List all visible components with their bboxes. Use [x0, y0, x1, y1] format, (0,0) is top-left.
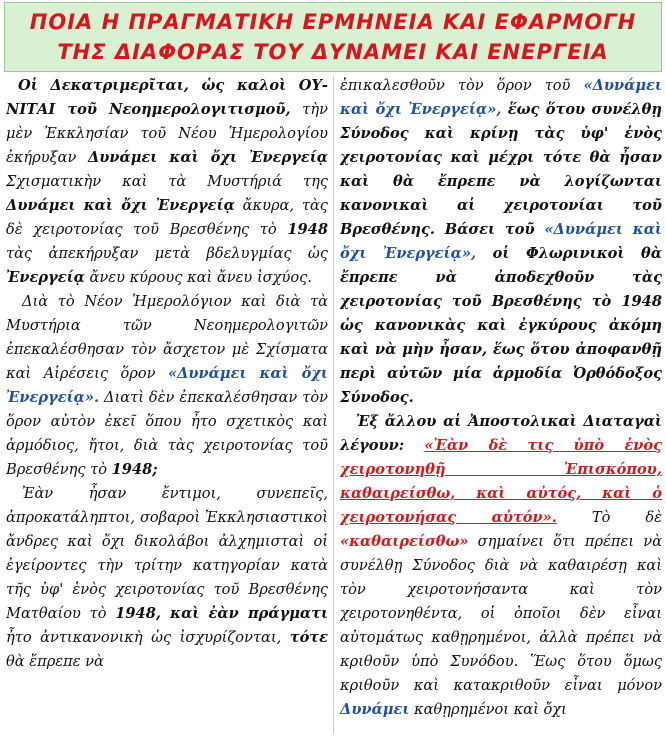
text-run: ἄκυρα, τὰς δὲ χειροτονίας τοῦ Βρεσθένης τὸ	[6, 197, 328, 238]
emphasis-run: ἕως ὅτου συνέλθῃ Σύνοδος καὶ κρίνῃ τὰς ὑφ' ἑνὸς χειροτονίας καὶ μέχρι τότε θὰ ἦσαν καὶ θὰ ἔπρεπε νὰ λογίζωνται κανονικαὶ αἱ χειροτονίαι τοῦ Βρεσθένης. Βάσει τοῦ	[340, 101, 662, 238]
emphasis-run: Ἐνεργείᾳ	[6, 269, 85, 286]
blue-quote: «Δυνάμει καὶ ὄχι Ἐνεργείᾳ»,	[340, 221, 662, 262]
column-divider	[333, 76, 334, 734]
title-line-1: ΠΟΙΑ Η ΠΡΑΓΜΑΤΙΚΗ ΕΡΜΗΝΕΙΑ ΚΑΙ ΕΦΑΡΜΟΓΗ	[29, 10, 637, 34]
text-run: ἦτο ἀντικανονικὴ ὡς ἰσχυρίζονται,	[6, 629, 290, 646]
text-run: Οἱ Δεκατριμερῖται, ὡς καλοὶ ΟΥ-ΝΙΤΑΙ τοῦ Νεοημερολογιτισμοῦ,	[6, 77, 328, 118]
emphasis-run: Δυνάμει καὶ ὄχι Ἐνεργείᾳ	[87, 149, 328, 166]
text-run: καθῃρημένοι καὶ ὄχι	[409, 701, 567, 718]
blue-quote: «Δυνάμει καὶ ὄχι Ἐνεργείᾳ».	[6, 365, 328, 406]
emphasis-run: Δυνάμει καὶ ὄχι Ἐνεργείᾳ	[6, 197, 235, 214]
emphasis-run: 1948	[287, 221, 328, 238]
text-run: ἐπικαλεσθοῦν τὸν ὅρον τοῦ	[340, 77, 584, 94]
title-line-2: ΤΗΣ ΔΙΑΦΟΡΑΣ ΤΟΥ ΔΥΝΑΜΕΙ ΚΑΙ ΕΝΕΡΓΕΙΑ	[57, 40, 609, 64]
left-paragraph-2	[6, 290, 328, 482]
left-column	[6, 74, 328, 734]
emphasis-run: τότε	[289, 629, 328, 646]
text-run: τὰς ἀπεκήρυξαν μετὰ βδελυγμίας ὡς	[6, 245, 328, 262]
text-run: Ἐὰν ἦσαν ἔντιμοι, συνεπεῖς, ἀπροκατάληπτοι, σοβαροὶ Ἐκκλησιαστικοὶ ἄνδρες καὶ ὄχι δικολάβοι ἀλχημισταὶ οἱ ἐγείροντες τὴν τρίτην κατηγορίαν κατὰ τῆς ὑφ' ἑνὸς χειροτονίας τοῦ Βρεσθένης Ματθαίου τὸ	[6, 485, 328, 622]
text-run: σημαίνει ὅτι πρέπει νὰ συνέλθῃ Σύνοδος διὰ νὰ καθαιρέσῃ καὶ τὸν χειροτονήσαντα καὶ τὸν χειροτονηθέντα, οἱ ὁποῖοι δὲν εἶναι αὐτομάτως καθῃρημένοι, ἀλλὰ πρέπει νὰ κριθοῦν ὑπὸ Συνόδου. Ἕως ὅτου ὅμως κριθοῦν καὶ κατακριθοῦν εἶναι μόνον	[340, 533, 662, 694]
text-run: Διατὶ δὲν ἐπεκαλέσθησαν τὸν ὅρον αὐτὸν ἐκεῖ ὅπου ἦτο σχετικὸς καὶ ἁρμόδιος, ἤτοι, διὰ τὰς χειροτονίας τοῦ Βρεσθένης τὸ	[6, 389, 328, 478]
right-column	[340, 74, 662, 734]
text-run: ἄνευ κύρους καὶ ἄνευ ἰσχύος.	[84, 269, 312, 286]
emphasis-run: Ἐξ ἄλλου αἱ Ἀποστολικαὶ Διαταγαὶ λέγουν:	[340, 413, 662, 454]
emphasis-run: 1948, καὶ ἐὰν πράγματι	[115, 605, 328, 622]
emphasis-run: 1948;	[111, 461, 158, 478]
right-paragraph-1	[340, 74, 662, 410]
blue-quote: «Δυνάμει καὶ ὄχι Ἐνεργείᾳ»,	[340, 77, 662, 118]
left-paragraph-1	[6, 74, 328, 290]
text-run: Διὰ τὸ Νέον Ἡμερολόγιον καὶ διὰ τὰ Μυστήρια τῶν Νεοημερολογιτῶν ἐπεκαλέσθησαν τὸν ἄσχετον μὲ Σχίσματα καὶ Αἱρέσεις ὅρον	[6, 293, 328, 382]
text-run: Σχισματικὴν καὶ τὰ Μυστήριά της	[6, 173, 328, 190]
red-quote: «Ἐὰν δὲ τις ὑπὸ ἑνὸς χειροτονηθῇ Ἐπισκόπου, καθαιρείσθω, καὶ αὐτός, καὶ ὁ χειροτονήσας αὐτόν».	[340, 437, 662, 526]
blue-quote: Δυνάμει	[340, 701, 410, 718]
text-run: τὴν μὲν Ἐκκλησίαν τοῦ Νέου Ἡμερολογίου ἐκήρυξαν	[6, 101, 328, 166]
title-banner	[4, 2, 662, 72]
text-run: Τὸ δὲ	[556, 509, 662, 526]
text-run: θὰ ἔπρεπε νὰ	[6, 653, 104, 670]
right-paragraph-2	[340, 410, 662, 722]
red-quote: «καθαιρείσθω»	[340, 533, 469, 550]
emphasis-run: οἱ Φλωρινικοὶ θὰ ἔπρεπε νὰ ἀποδεχθοῦν τὰς χειροτονίας τοῦ Βρεσθένης τὸ 1948 ὡς κανονικὰς καὶ ἐγκύρους ἀκόμη καὶ νὰ μὴν ἦσαν, ἕως ὅτου ἀποφανθῇ περὶ αὐτῶν μία ἁρμοδία Ὀρθόδοξος Σύνοδος.	[340, 245, 662, 406]
left-paragraph-3	[6, 482, 328, 674]
